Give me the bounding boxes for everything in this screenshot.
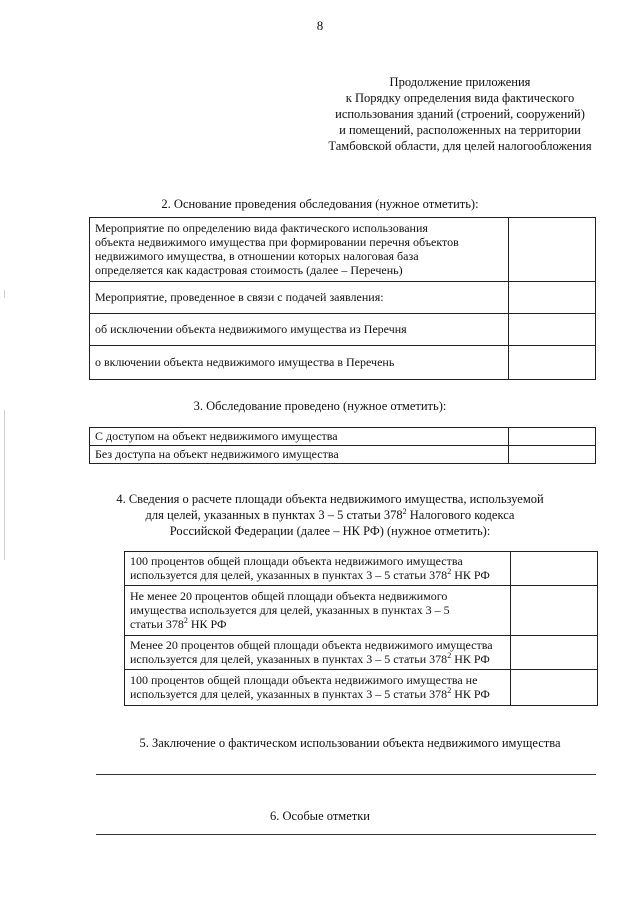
text-line bbox=[130, 617, 505, 631]
section-6-heading bbox=[0, 808, 640, 824]
appendix-header-line: к Порядку определения вида фактического bbox=[345, 91, 575, 105]
text-fragment: используется для целей, указанных в пунктах 3 – 5 статьи 378 bbox=[130, 652, 448, 666]
table-row bbox=[90, 346, 596, 380]
survey-basis-checkbox-cell[interactable] bbox=[509, 314, 596, 346]
area-usage-option-text bbox=[125, 552, 511, 586]
section-4-heading bbox=[10, 491, 640, 539]
text-line bbox=[130, 589, 505, 603]
survey-access-table bbox=[89, 427, 596, 464]
text-fragment: Налогового кодекса bbox=[406, 508, 515, 522]
text-line bbox=[130, 568, 505, 582]
superscript: 2 bbox=[447, 651, 452, 660]
survey-basis-option-text bbox=[90, 346, 509, 380]
text-fragment: 100 процентов общей площади объекта недвижимого имущества не bbox=[130, 673, 478, 687]
text-line bbox=[130, 603, 505, 617]
text-fragment: Российской Федерации (далее – НК РФ) (нужное отметить): bbox=[169, 524, 491, 538]
table-row bbox=[90, 282, 596, 314]
section-2-heading bbox=[0, 196, 640, 212]
table-row bbox=[125, 670, 598, 706]
text-line: С доступом на объект недвижимого имущества bbox=[95, 429, 338, 443]
appendix-header bbox=[300, 74, 620, 154]
text-fragment: НК РФ bbox=[451, 687, 490, 701]
scan-artifact bbox=[4, 410, 5, 560]
text-line: Мероприятие по определению вида фактического использования bbox=[95, 221, 428, 235]
appendix-header-line: и помещений, расположенных на территории bbox=[339, 123, 581, 137]
text-line: Без доступа на объект недвижимого имущества bbox=[95, 447, 339, 461]
page-number: 8 bbox=[316, 18, 324, 33]
survey-basis-table bbox=[89, 217, 596, 380]
text-fragment: 100 процентов общей площади объекта недвижимого имущества bbox=[130, 554, 463, 568]
text-line: об исключении объекта недвижимого имущества из Перечня bbox=[95, 322, 407, 336]
survey-basis-checkbox-cell[interactable] bbox=[509, 282, 596, 314]
text-line: объекта недвижимого имущества при формировании перечня объектов bbox=[95, 235, 459, 249]
area-usage-checkbox-cell[interactable] bbox=[511, 552, 598, 586]
superscript: 2 bbox=[402, 506, 407, 516]
text-line bbox=[130, 638, 505, 652]
section-4-title-line bbox=[10, 491, 640, 507]
survey-basis-option-text bbox=[90, 282, 509, 314]
text-line: Мероприятие, проведенное в связи с подачей заявления: bbox=[95, 290, 384, 304]
text-fragment: используется для целей, указанных в пунктах 3 – 5 статьи 378 bbox=[130, 568, 448, 582]
survey-basis-checkbox-cell[interactable] bbox=[509, 346, 596, 380]
text-line: о включении объекта недвижимого имущества в Перечень bbox=[95, 355, 395, 369]
text-line bbox=[130, 673, 505, 687]
appendix-header-line: использования зданий (строений, сооружений) bbox=[335, 107, 585, 121]
area-usage-option-text bbox=[125, 636, 511, 670]
appendix-header-line: Продолжение приложения bbox=[389, 75, 531, 89]
area-usage-option-text bbox=[125, 670, 511, 706]
survey-access-option-text bbox=[90, 428, 509, 446]
area-usage-table bbox=[124, 551, 598, 706]
table-row bbox=[90, 446, 596, 464]
superscript: 2 bbox=[183, 616, 188, 625]
table-row bbox=[125, 586, 598, 636]
section-6-title: 6. Особые отметки bbox=[270, 809, 370, 823]
superscript: 2 bbox=[447, 686, 452, 695]
survey-access-option-text bbox=[90, 446, 509, 464]
area-usage-checkbox-cell[interactable] bbox=[511, 670, 598, 706]
special-notes-fill-line[interactable] bbox=[96, 834, 596, 835]
area-usage-option-text bbox=[125, 586, 511, 636]
text-fragment: для целей, указанных в пунктах 3 – 5 статьи 378 bbox=[145, 508, 403, 522]
superscript: 2 bbox=[447, 567, 452, 576]
survey-basis-checkbox-cell[interactable] bbox=[509, 218, 596, 282]
text-fragment: используется для целей, указанных в пунктах 3 – 5 статьи 378 bbox=[130, 687, 448, 701]
text-fragment: НК РФ bbox=[451, 652, 490, 666]
text-line bbox=[130, 687, 505, 701]
appendix-header-line: Тамбовской области, для целей налогообложения bbox=[328, 139, 592, 153]
section-5-heading bbox=[30, 735, 640, 751]
section-4-title-line bbox=[10, 523, 640, 539]
text-line: определяется как кадастровая стоимость (далее – Перечень) bbox=[95, 263, 403, 277]
text-fragment: НК РФ bbox=[187, 617, 227, 631]
text-fragment: имущества используется для целей, указанных в пунктах 3 – 5 bbox=[130, 603, 450, 617]
section-4-title-line bbox=[10, 507, 640, 523]
section-3-title: 3. Обследование проведено (нужное отметить): bbox=[193, 399, 447, 413]
table-row bbox=[125, 552, 598, 586]
text-fragment: НК РФ bbox=[451, 568, 490, 582]
section-5-title: 5. Заключение о фактическом использовании объекта недвижимого имущества bbox=[139, 736, 561, 750]
text-line: недвижимого имущества, в отношении которых налоговая база bbox=[95, 249, 419, 263]
section-2-title: 2. Основание проведения обследования (нужное отметить): bbox=[161, 197, 479, 211]
table-row bbox=[90, 218, 596, 282]
survey-access-checkbox-cell[interactable] bbox=[509, 446, 596, 464]
conclusion-fill-line[interactable] bbox=[96, 774, 596, 775]
area-usage-checkbox-cell[interactable] bbox=[511, 586, 598, 636]
survey-access-checkbox-cell[interactable] bbox=[509, 428, 596, 446]
table-row bbox=[90, 428, 596, 446]
table-row bbox=[90, 314, 596, 346]
scan-artifact bbox=[4, 290, 5, 298]
text-line bbox=[130, 554, 505, 568]
text-fragment: статьи 378 bbox=[130, 617, 184, 631]
table-row bbox=[125, 636, 598, 670]
section-3-heading bbox=[0, 398, 640, 414]
text-fragment: 4. Сведения о расчете площади объекта недвижимого имущества, используемой bbox=[116, 492, 544, 506]
survey-basis-option-text bbox=[90, 314, 509, 346]
text-line bbox=[130, 652, 505, 666]
survey-basis-option-text bbox=[90, 218, 509, 282]
text-fragment: Менее 20 процентов общей площади объекта недвижимого имущества bbox=[130, 638, 493, 652]
text-fragment: Не менее 20 процентов общей площади объекта недвижимого bbox=[130, 589, 448, 603]
area-usage-checkbox-cell[interactable] bbox=[511, 636, 598, 670]
